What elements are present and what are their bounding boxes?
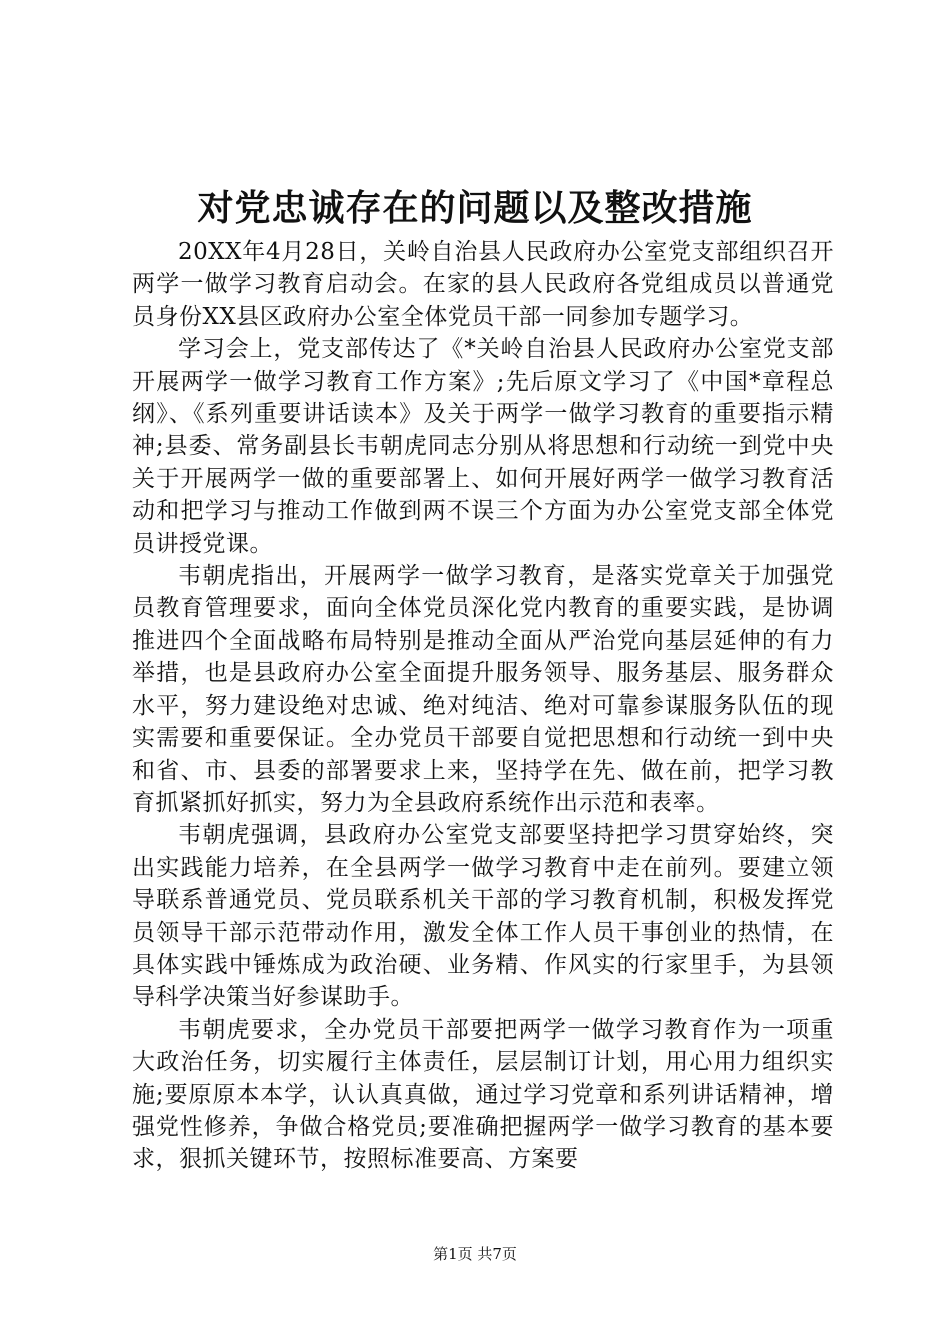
document-body (132, 236, 834, 1176)
paragraph-1: 20XX年4月28日，关岭自治县人民政府办公室党支部组织召开两学一做学习教育启动会。在家的县人民政府各党组成员以普通党员身份XX县区政府办公室全体党员干部一同参加专题学习。 (132, 239, 834, 330)
page-number-footer: 第1页 共7页 (433, 1245, 517, 1263)
paragraph-3: 韦朝虎指出，开展两学一做学习教育，是落实党章关于加强党员教育管理要求，面向全体党员深化党内教育的重要实践，是协调推进四个全面战略布局特别是推动全面从严治党向基层延伸的有力举措，也是县政府办公室全面提升服务领导、服务基层、服务群众水平，努力建设绝对忠诚、绝对纯洁、绝对可靠参谋服务队伍的现实需要和重要保证。全办党员干部要自觉把思想和行动统一到中央和省、市、县委的部署要求上来，坚持学在先、做在前，把学习教育抓紧抓好抓实，努力为全县政府系统作出示范和表率。 (132, 563, 834, 816)
paragraph-4: 韦朝虎强调，县政府办公室党支部要坚持把学习贯穿始终，突出实践能力培养，在全县两学一做学习教育中走在前列。要建立领导联系普通党员、党员联系机关干部的学习教育机制，积极发挥党员领导干部示范带动作用，激发全体工作人员干事创业的热情，在具体实践中锤炼成为政治硬、业务精、作风实的行家里手，为县领导科学决策当好参谋助手。 (132, 822, 834, 1011)
paragraph-5: 韦朝虎要求，全办党员干部要把两学一做学习教育作为一项重大政治任务，切实履行主体责任，层层制订计划，用心用力组织实施;要原原本本学，认认真真做，通过学习党章和系列讲话精神，增强党性修养，争做合格党员;要准确把握两学一做学习教育的基本要求，狠抓关键环节，按照标准要高、方案要 (132, 1016, 834, 1173)
paragraph-2: 学习会上，党支部传达了《*关岭自治县人民政府办公室党支部开展两学一做学习教育工作方案》;先后原文学习了《中国*章程总纲》、《系列重要讲话读本》及关于两学一做学习教育的重要指示精神;县委、常务副县长韦朝虎同志分别从将思想和行动统一到党中央关于开展两学一做的重要部署上、如何开展好两学一做学习教育活动和把学习与推动工作做到两不误三个方面为办公室党支部全体党员讲授党课。 (132, 336, 834, 557)
page-title: 对党忠诚存在的问题以及整改措施 (197, 187, 753, 229)
